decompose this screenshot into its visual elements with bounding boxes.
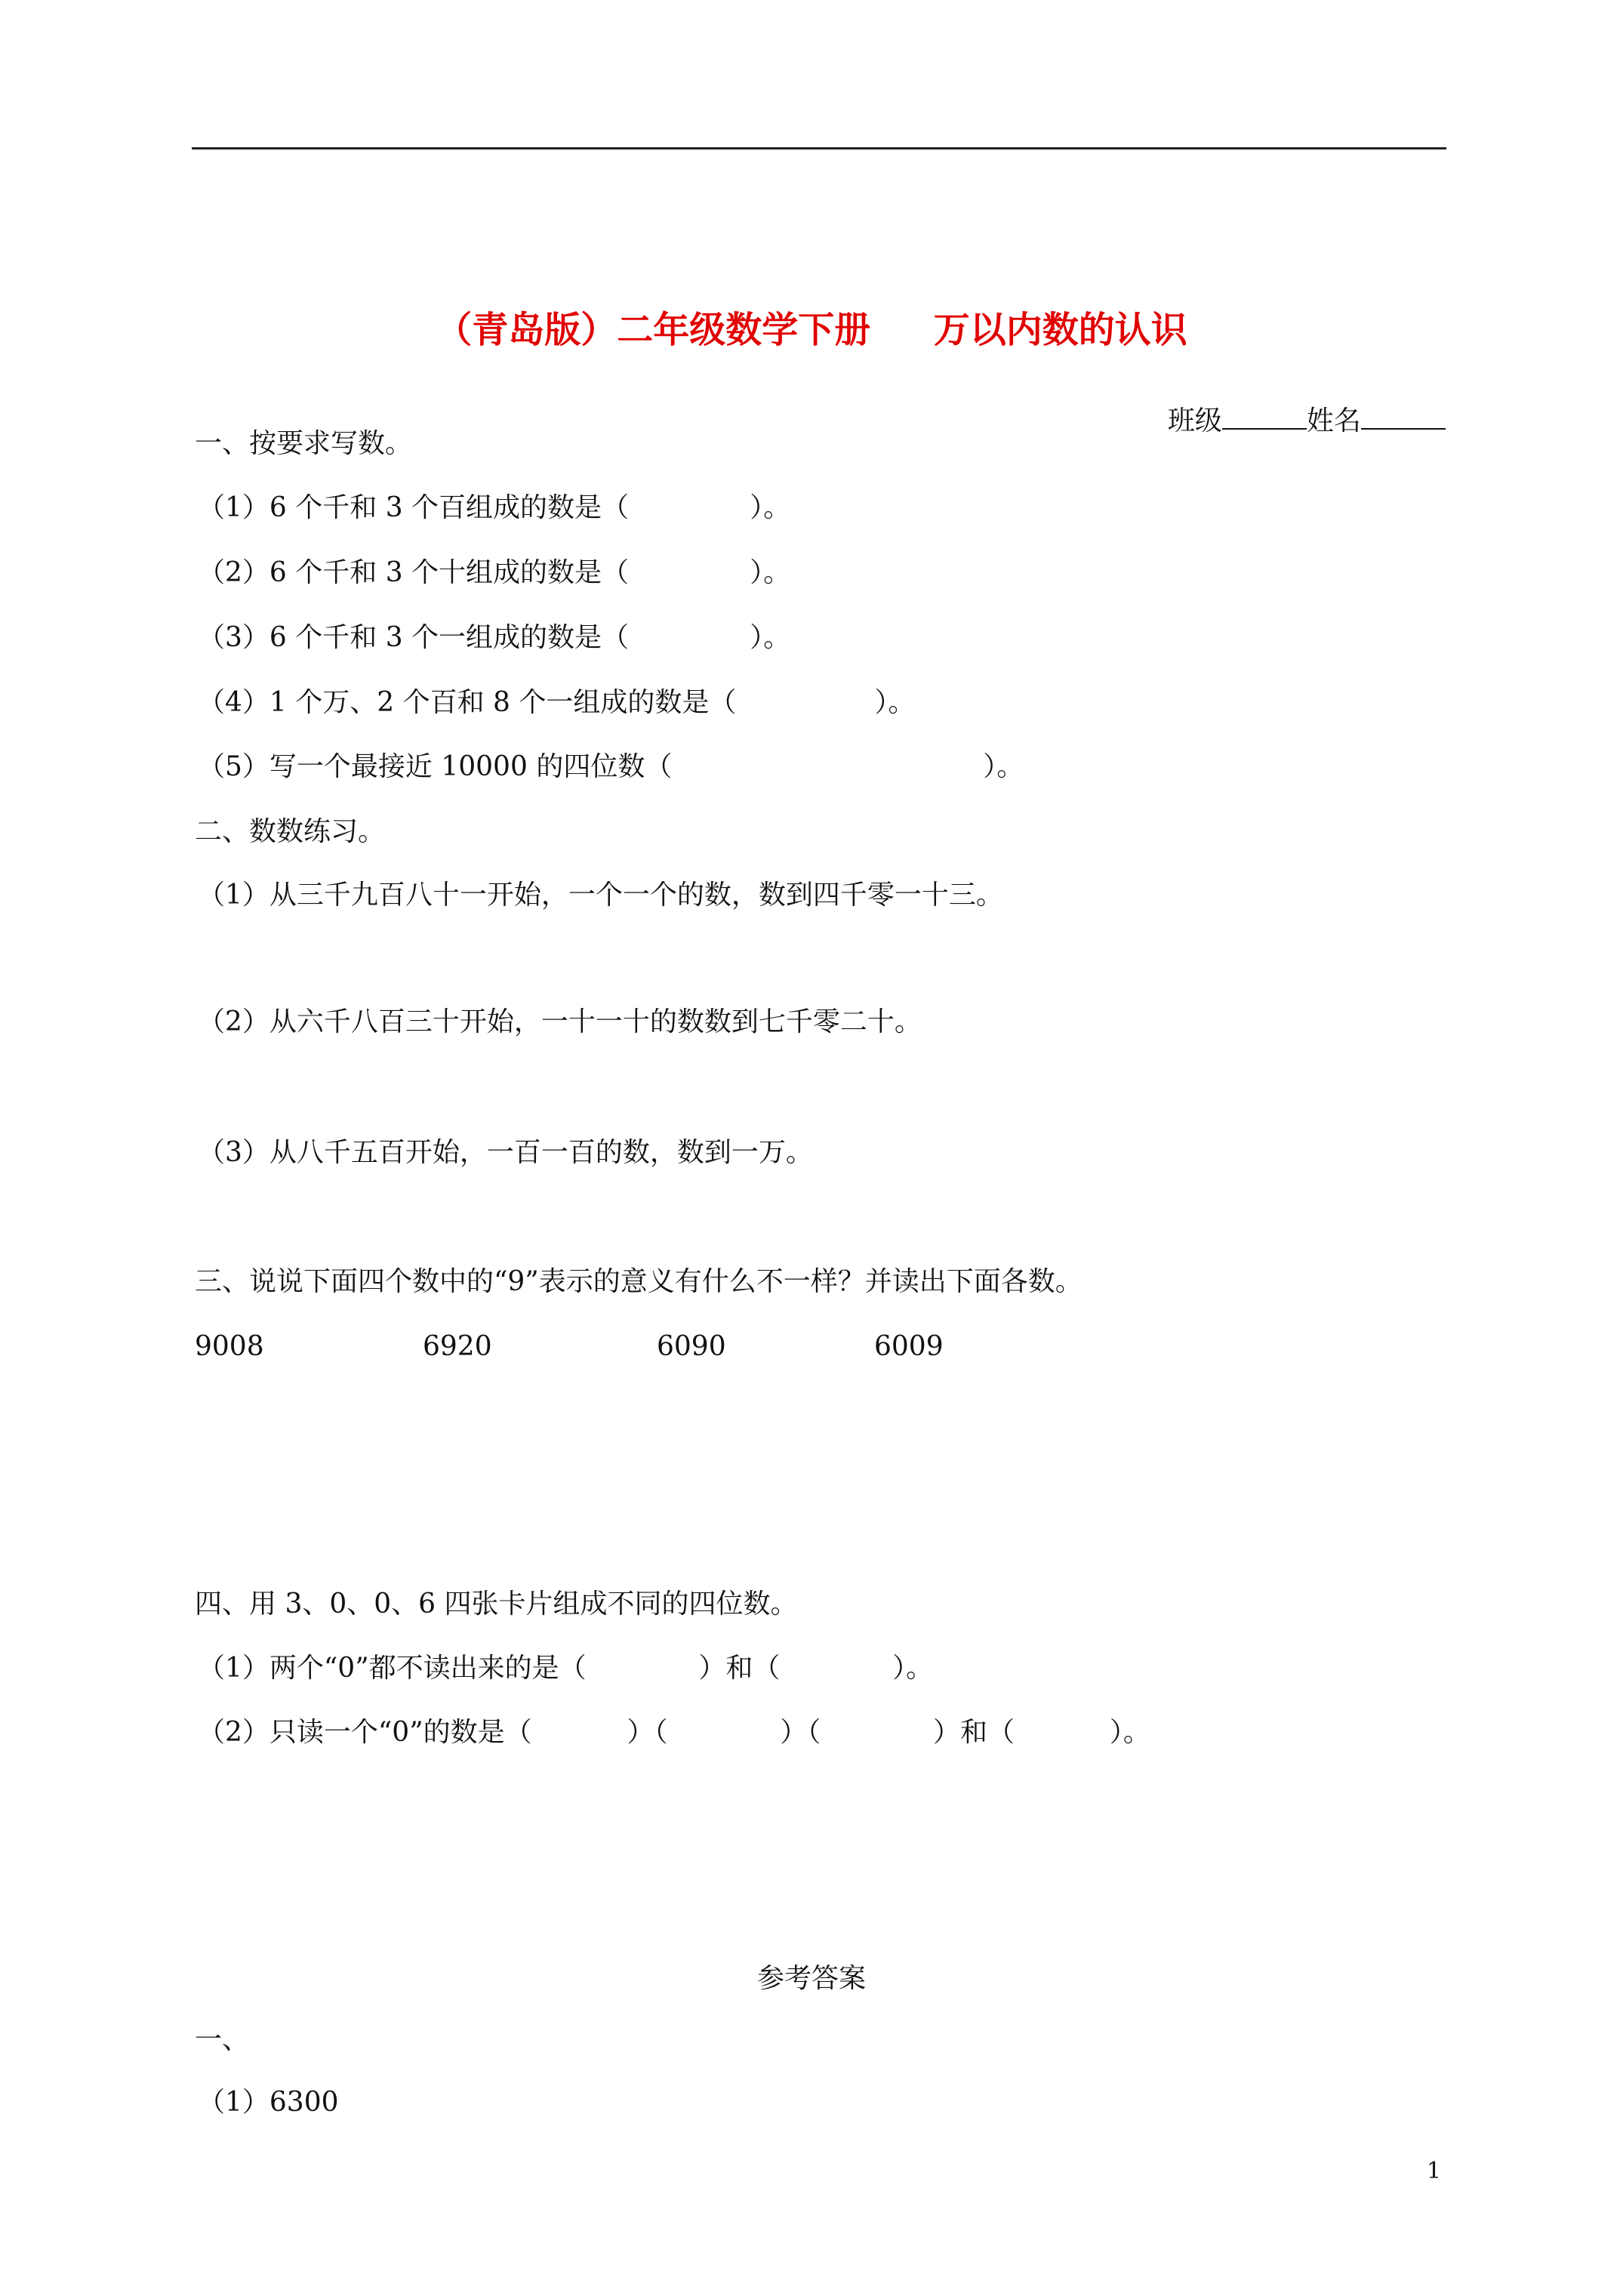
number-6090: 6090	[657, 1331, 726, 1362]
section-2-item-2: （2）从六千八百三十开始，一十一十的数数到七千零二十。	[198, 1006, 922, 1037]
section-1-item-2: （2）6 个千和 3 个十组成的数是（ ）。	[198, 557, 791, 588]
answers-title: 参考答案	[756, 1963, 866, 1994]
section-4-heading: 四、用 3、0、0、6 四张卡片组成不同的四位数。	[195, 1589, 798, 1620]
class-blank[interactable]	[1222, 405, 1307, 430]
number-6009: 6009	[874, 1331, 944, 1362]
section-1-item-3: （3）6 个千和 3 个一组成的数是（ ）。	[198, 622, 791, 653]
name-blank[interactable]	[1361, 405, 1446, 430]
section-1-item-4: （4）1 个万、2 个百和 8 个一组成的数是（ ）。	[198, 687, 916, 718]
number-9008: 9008	[195, 1331, 264, 1362]
section-2-item-1: （1）从三千九百八十一开始，一个一个的数，数到四千零一十三。	[198, 880, 1003, 911]
header-rule	[192, 147, 1446, 149]
section-3-heading: 三、说说下面四个数中的“9”表示的意义有什么不一样？并读出下面各数。	[195, 1266, 1083, 1297]
page-number: 1	[1427, 2158, 1442, 2184]
section-2-heading: 二、数数练习。	[195, 816, 386, 847]
section-4-item-1: （1）两个“0”都不读出来的是（ ）和（ ）。	[198, 1653, 934, 1684]
answer-item-1: （1）6300	[198, 2087, 339, 2118]
class-name-fields	[1150, 371, 1446, 438]
answers-section-1-heading: 一、	[195, 2024, 250, 2055]
class-label: 班级	[1167, 405, 1222, 436]
section-1-item-1: （1）6 个千和 3 个百组成的数是（ ）。	[198, 492, 791, 523]
number-6920: 6920	[423, 1331, 492, 1362]
section-2-item-3: （3）从八千五百开始，一百一百的数，数到一万。	[198, 1137, 813, 1168]
page-title: （青岛版）二年级数学下册 万以内数的认识	[436, 309, 1187, 351]
section-1-heading: 一、按要求写数。	[195, 428, 413, 459]
section-4-item-2: （2）只读一个“0”的数是（ ）（ ）（ ）和（ ）。	[198, 1717, 1150, 1748]
name-label: 姓名	[1306, 405, 1361, 436]
section-1-item-5: （5）写一个最接近 10000 的四位数（ ）。	[198, 751, 1024, 782]
